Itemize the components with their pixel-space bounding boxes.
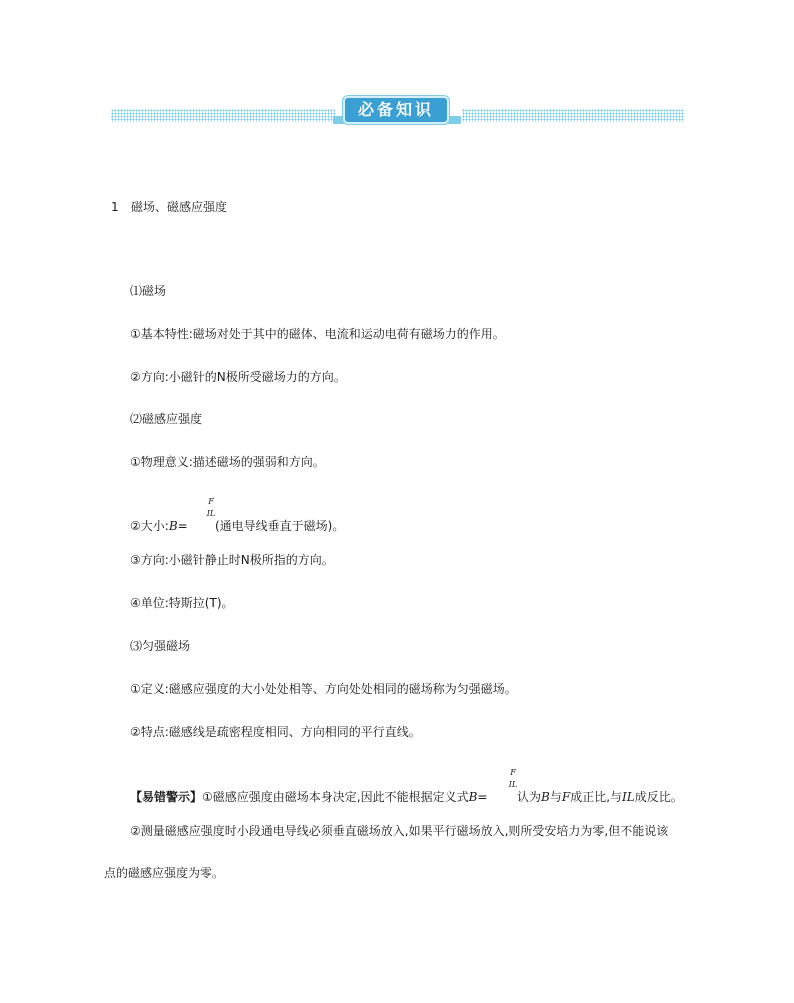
- header-banner: [333, 96, 461, 130]
- warning-var-il: IL: [622, 790, 635, 804]
- line-unit: ④单位:特斯拉(T)。: [130, 596, 234, 610]
- warning-text-a: ①磁感应强度由磁场本身决定,因此不能根据定义式: [202, 790, 469, 804]
- line-magnitude: [130, 519, 188, 533]
- warning-fraction-numerator: F: [510, 768, 516, 777]
- warning-fraction-denominator: IL: [508, 780, 518, 789]
- warning-var-f: F: [561, 790, 571, 804]
- warning-var: B=: [468, 790, 488, 804]
- warning-line-1: [130, 790, 487, 804]
- fraction-denominator: IL: [206, 509, 216, 518]
- magnitude-var: B=: [168, 519, 188, 533]
- warning-line-3: 点的磁感应强度为零。: [104, 866, 225, 880]
- header-dots-left: [111, 109, 335, 122]
- line-physical-meaning: ①物理意义:描述磁场的强弱和方向。: [130, 455, 325, 469]
- warning-label: 【易错警示】: [130, 790, 203, 804]
- section-number: 1: [111, 200, 119, 214]
- line-basic-property: ①基本特性:磁场对处于其中的磁体、电流和运动电荷有磁场力的作用。: [130, 327, 505, 341]
- line-field-direction: ②方向:小磁针的N极所受磁场力的方向。: [130, 370, 346, 384]
- warning-text-c: 与: [549, 790, 562, 804]
- warning-line-2: ②测量磁感应强度时小段通电导线必须垂直磁场放入,如果平行磁场放入,则所受安培力为零,但不能说该: [130, 824, 669, 838]
- line-definition: ①定义:磁感应强度的大小处处相等、方向处处相同的磁场称为匀强磁场。: [130, 682, 517, 696]
- warning-var-b: B: [541, 790, 550, 804]
- magnitude-prefix: ②大小:: [130, 519, 169, 533]
- warning-line-1-tail: [517, 790, 683, 804]
- heading-induction: ⑵磁感应强度: [130, 412, 203, 426]
- line-induction-direction: ③方向:小磁针静止时N极所指的方向。: [130, 553, 334, 567]
- section-title: 磁场、磁感应强度: [131, 200, 228, 214]
- magnitude-suffix: (通电导线垂直于磁场)。: [215, 519, 345, 533]
- warning-text-e: 成反比。: [634, 790, 683, 804]
- warning-text-d: 成正比,与: [570, 790, 623, 804]
- heading-magnetic-field: ⑴磁场: [130, 284, 167, 298]
- line-feature: ②特点:磁感线是疏密程度相同、方向相同的平行直线。: [130, 725, 421, 739]
- heading-uniform-field: ⑶匀强磁场: [130, 639, 191, 653]
- warning-text-b: 认为: [517, 790, 542, 804]
- banner-title: 必备知识: [357, 100, 434, 119]
- fraction-numerator: F: [208, 497, 214, 506]
- header-dots-right: [462, 109, 684, 122]
